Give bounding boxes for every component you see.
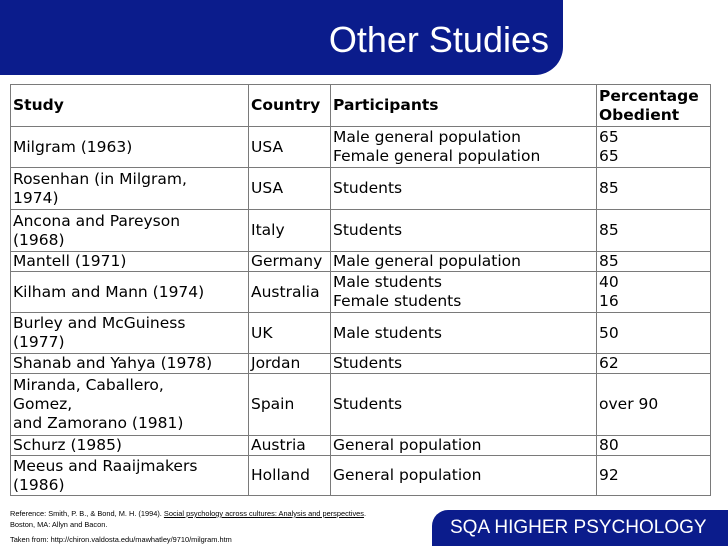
table-body [11,127,711,496]
studies-table [10,84,711,496]
percentage-cell [597,354,711,374]
participants-cell-line: Male general population [333,252,521,270]
study-cell [11,436,249,456]
country-cell: Germany [249,252,331,272]
percentage-cell [597,127,711,168]
study-cell-line: Miranda, Caballero, [13,376,164,394]
header-study: Study [11,85,249,127]
country-cell: Holland [249,456,331,496]
percentage-cell [597,313,711,354]
country-cell: UK [249,313,331,354]
percentage-cell-line: 50 [599,323,619,342]
percentage-cell-line: over 90 [599,395,659,413]
percentage-cell-line: 85 [599,252,619,270]
study-cell-line: Ancona and Pareyson [13,211,181,230]
title-bar [0,0,563,75]
percentage-cell [597,436,711,456]
table-row [11,210,711,252]
percentage-cell [597,456,711,496]
reference-prefix: Reference: Smith, P. B., & Bond, M. H. (1994). [10,509,164,518]
country-cell: Austria [249,436,331,456]
header-country: Country [249,85,331,127]
participants-cell [331,210,597,252]
study-cell [11,210,249,252]
reference-suffix: . [363,509,367,518]
country-cell: Italy [249,210,331,252]
percentage-cell-line: 16 [599,292,619,310]
slide-title: Other Studies [328,19,549,60]
table-row [11,436,711,456]
table-row [11,456,711,496]
participants-cell [331,436,597,456]
participants-cell-line: Male students [333,323,442,342]
study-cell [11,168,249,210]
participants-cell [331,374,597,436]
study-cell-line: (1977) [13,333,65,351]
percentage-cell [597,210,711,252]
study-cell-line: Shanab and Yahya (1978) [13,354,213,372]
participants-cell-line: Students [333,395,403,413]
table-row [11,127,711,168]
participants-cell-line: Students [333,354,403,372]
study-cell [11,354,249,374]
study-cell [11,313,249,354]
header-percentage [597,85,711,127]
study-cell [11,456,249,496]
participants-cell [331,168,597,210]
table-row [11,168,711,210]
country-cell: Australia [249,272,331,313]
study-cell-line: Kilham and Mann (1974) [13,282,205,301]
percentage-cell-line: 62 [599,354,619,372]
study-cell-line: Schurz (1985) [13,436,122,454]
participants-cell [331,272,597,313]
participants-cell [331,313,597,354]
country-cell: Jordan [249,354,331,374]
participants-cell [331,127,597,168]
study-cell-line: Meeus and Raaijmakers [13,456,198,475]
study-cell-line: Milgram (1963) [13,137,133,156]
reference-line [10,508,410,519]
participants-cell-line: Male students [333,273,442,291]
participants-cell-line: Female students [333,292,462,310]
header-percentage-line: Percentage [599,86,699,105]
table-row [11,272,711,313]
participants-cell-line: Female general population [333,147,541,165]
participants-cell [331,252,597,272]
study-cell [11,127,249,168]
participants-cell-line: General population [333,436,482,454]
percentage-cell-line: 85 [599,179,619,197]
source-url: Taken from: http://chiron.valdosta.edu/mawhatley/9710/milgram.htm [10,535,232,544]
footer-references [10,508,410,545]
study-cell [11,374,249,436]
percentage-cell-line: 65 [599,128,619,146]
study-cell-line: Gomez, [13,395,73,413]
percentage-cell-line: 40 [599,273,619,291]
reference-title: Social psychology across cultures: Analysis and perspectives [163,509,364,518]
study-cell-line: (1968) [13,230,65,249]
participants-cell-line: Students [333,221,403,239]
participants-cell-line: Male general population [333,128,521,146]
table-row [11,313,711,354]
study-cell-line: Mantell (1971) [13,252,127,270]
study-cell [11,252,249,272]
reference-publisher: Boston, MA: Allyn and Bacon. [10,520,108,529]
study-cell-line: Rosenhan (in Milgram, [13,169,187,188]
country-cell: USA [249,168,331,210]
percentage-cell-line: 65 [599,147,619,165]
header-percentage-line: Obedient [599,105,680,124]
participants-cell-line: Students [333,179,403,197]
study-cell [11,272,249,313]
participants-cell-line: General population [333,466,482,484]
percentage-cell [597,252,711,272]
table-row [11,252,711,272]
percentage-cell-line: 85 [599,221,619,239]
percentage-cell-line: 80 [599,436,619,454]
course-badge [432,510,728,546]
header-participants: Participants [331,85,597,127]
study-cell-line: 1974) [13,188,59,207]
percentage-cell [597,168,711,210]
table-row [11,354,711,374]
table-header-row [11,85,711,127]
study-cell-line: and Zamorano (1981) [13,414,184,432]
participants-cell [331,456,597,496]
study-cell-line: Burley and McGuiness [13,314,186,332]
table-row [11,374,711,436]
study-cell-line: (1986) [13,475,65,494]
country-cell: Spain [249,374,331,436]
percentage-cell [597,272,711,313]
participants-cell [331,354,597,374]
country-cell: USA [249,127,331,168]
course-badge-label: SQA HIGHER PSYCHOLOGY [450,517,707,538]
percentage-cell-line: 92 [599,466,619,484]
percentage-cell [597,374,711,436]
